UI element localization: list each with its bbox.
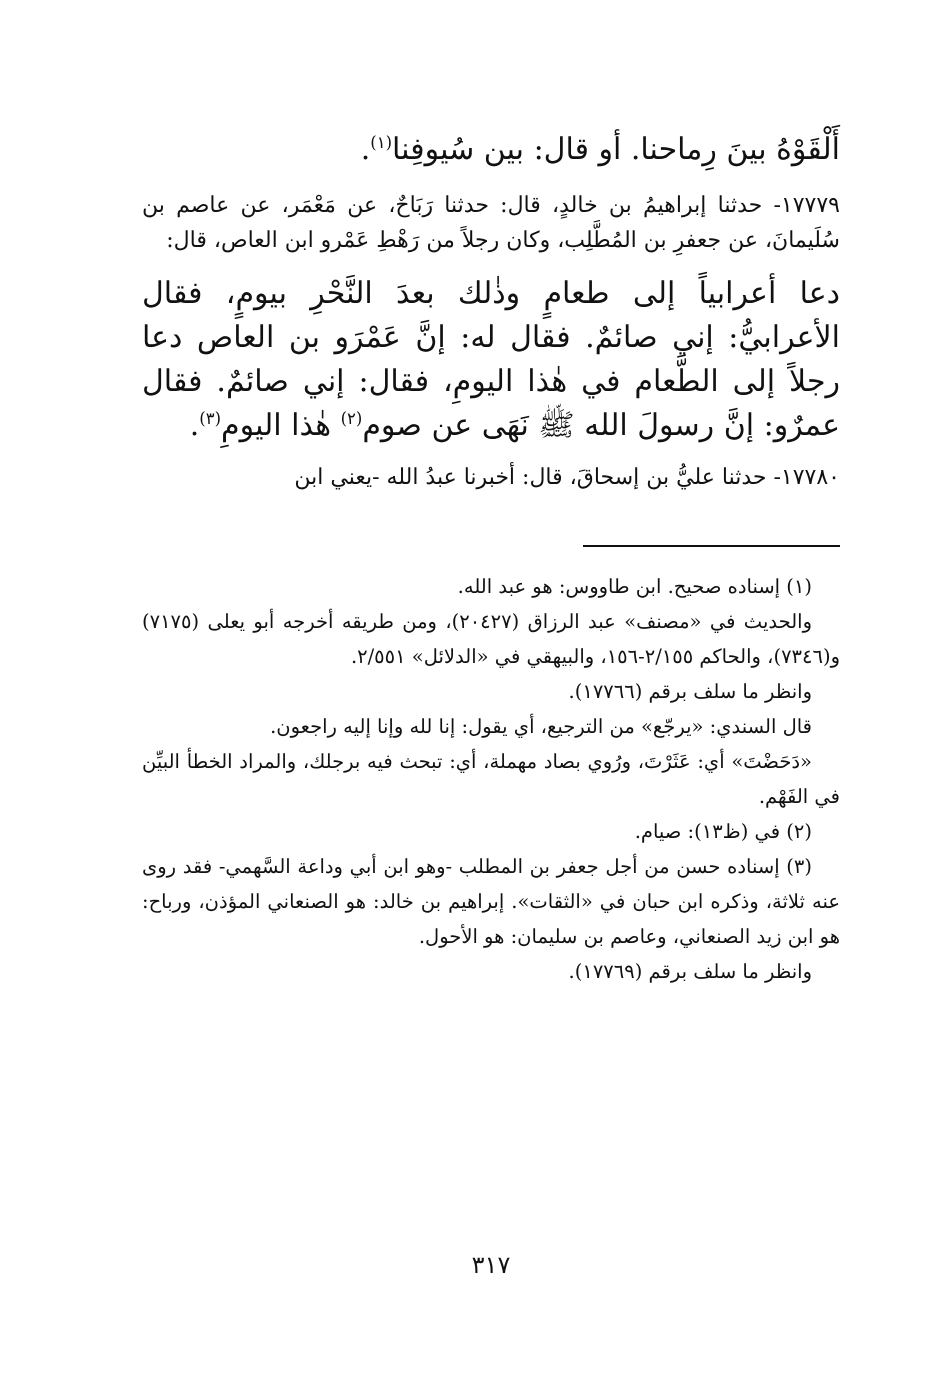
footnote-2 (142, 814, 840, 849)
page-number: ٣١٧ (471, 1251, 511, 1279)
footnote-1-definition (142, 744, 840, 814)
main-text-block (142, 128, 840, 495)
footnote-3-crossref-text: وانظر ما سلف برقم (١٧٧٦٩). (568, 960, 812, 983)
narration-text-2: هٰذا اليومِ (221, 408, 341, 443)
footnote-1-text: (١) إسناده صحيح. ابن طاووس: هو عبد الله. (457, 575, 812, 598)
footnote-reference-3: (٣) (199, 409, 222, 428)
hadith-17780: ١٧٧٨٠- حدثنا عليُّ بن إسحاقَ، قال: أخبرنا عبدُ الله -يعني ابن (294, 465, 840, 490)
lead-line: أَلْقَوْهُ بينَ رِماحنا. أو قال: بين سُيوفِنا$^{(١)}$. (360, 132, 840, 167)
footnote-reference-1: (١) (370, 133, 393, 152)
footnote-reference-2: (٢) (340, 409, 363, 428)
narration-text-1: دعا أعرابياً إلى طعامٍ وذٰلك بعدَ النَّحْرِ بيومٍ، فقال الأعرابيُّ: إني صائمٌ. فقال له: إنَّ عَمْرَو بن العاص دعا رجلاً إلى الطَّعام في هٰذا اليومِ، فقال: إني صائمٌ. فقال عمرٌو: إنَّ رسولَ الله ﷺ نَهَى عن صوم (142, 276, 840, 443)
document-page (142, 128, 840, 1318)
hadith-17779: ١٧٧٧٩- حدثنا إبراهيمُ بن خالدٍ، قال: حدثنا رَبَاحٌ، عن مَعْمَر، عن عاصم بن سُلَيمانَ، عن جعفرِ بن المُطَّلِب، وكان رجلاً من رَهْطِ عَمْرو ابن العاص، قال: (142, 193, 840, 253)
footnotes-section (142, 569, 840, 989)
footnote-1-crossref (142, 674, 840, 709)
footnote-1-sindi-text: قال السندي: «يرجّع» من الترجيع، أي يقول: إنا لله وإنا إليه راجعون. (270, 715, 812, 738)
footnote-1-crossref-text: وانظر ما سلف برقم (١٧٧٦٦). (568, 680, 812, 703)
footnote-1-sindi (142, 709, 840, 744)
footnote-3-text: (٣) إسناده حسن من أجل جعفر بن المطلب -وهو ابن أبي وداعة السَّهمي- فقد روى عنه ثلاثة، وذكره ابن حبان في «الثقات». إبراهيم بن خالد: هو الصنعاني المؤذن، ورباح: هو ابن زيد الصنعاني، وعاصم بن سليمان: هو الأحول. (142, 855, 840, 948)
footnote-3-crossref (142, 954, 840, 989)
footnote-divider (583, 545, 840, 547)
footnote-3 (142, 849, 840, 954)
narration-paragraph (142, 272, 840, 448)
footnote-1-definition-text: «دَحَضْتَ» أي: عَثَرْتَ، ورُوي بصاد مهملة، أي: تبحث فيه برجلك، والمراد الخطأ البيِّن في الفَهْم. (142, 750, 840, 808)
lead-text: أَلْقَوْهُ بينَ رِماحنا. أو قال: بين سُيوفِنا (392, 132, 840, 167)
footnote-2-text: (٢) في (ظ١٣): صيام. (634, 820, 812, 843)
footnote-1-source (142, 604, 840, 674)
narration-end: . (189, 408, 200, 443)
footnote-1-source-text: والحديث في «مصنف» عبد الرزاق (٢٠٤٢٧)، ومن طريقه أخرجه أبو يعلى (٧١٧٥) و(٧٣٤٦)، والحاكم ٢/١٥٥-١٥٦، والبيهقي في «الدلائل» ٢/٥٥١. (142, 610, 840, 668)
footnote-1 (142, 569, 840, 604)
